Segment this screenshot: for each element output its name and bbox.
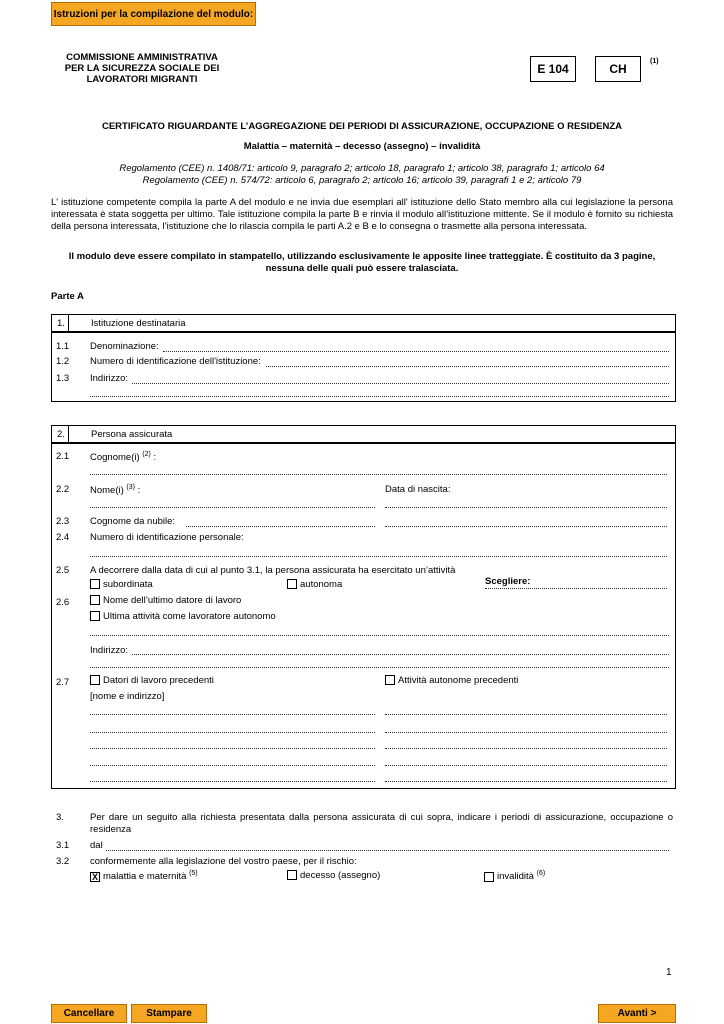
previous-employers-checkbox[interactable] [90,675,100,685]
item-number: 2.3 [56,516,70,527]
item-number: 2.2 [56,484,70,495]
option-label: invalidità [497,871,534,883]
option-label: subordinata [103,579,153,590]
footnote-sup: (5) [189,870,198,877]
self-employed-checkbox[interactable] [287,579,297,589]
personal-id-field[interactable] [90,556,667,557]
form-code: E 104 [537,62,569,76]
previous-employers-option[interactable] [90,675,214,686]
org-line: COMMISSIONE AMMINISTRATIVA [66,52,218,63]
footnote-sup: (2) [142,451,151,458]
section-2-header [51,425,676,443]
maiden-name-field[interactable] [186,526,375,527]
previous-left-field-1[interactable] [90,714,375,715]
previous-left-field-3[interactable] [90,748,375,749]
maiden-name-field-2[interactable] [385,526,667,527]
death-grant-option[interactable] [287,870,380,881]
from-label: dal [90,840,103,851]
item-number: 1.1 [56,341,70,352]
regulations [51,163,673,187]
address-label: Indirizzo: [90,373,129,384]
item-number: 2.6 [56,597,70,608]
section-number: 1. [57,318,65,329]
item-number: 3.1 [56,840,70,851]
section-label: Istituzione destinataria [91,318,186,329]
item-number: 2.5 [56,565,70,576]
section-1-header [51,314,676,332]
self-employed-option[interactable] [287,579,342,590]
sickness-maternity-checkbox[interactable]: X [91,871,98,882]
cancel-button[interactable]: Cancellare [51,1004,127,1023]
organization-name [52,52,232,85]
choose-field[interactable] [485,588,667,589]
section-number: 3. [56,812,64,823]
footnote-sup: (6) [536,870,546,877]
option-label: Nome dell’ultimo datore di lavoro [103,595,242,606]
footnote-sup: (3) [126,484,135,491]
regulation-line: Regolamento (CEE) n. 574/72: articolo 6, paragrafo 2; articolo 16; articolo 39, paragrafi 1 e 2; articolo 79 [142,175,582,186]
from-field[interactable] [106,850,669,851]
previous-self-employment-option[interactable] [385,675,518,686]
institution-id-field[interactable] [266,366,669,367]
org-line: LAVORATORI MIGRANTI [86,74,198,85]
section-number: 2. [57,429,65,440]
option-label: Attività autonome precedenti [398,675,519,686]
denomination-field[interactable] [163,351,669,352]
personal-id-label: Numero di identificazione personale: [90,532,244,543]
employer-address-label: Indirizzo: [90,645,129,656]
item-number: 2.4 [56,532,70,543]
previous-right-field-4[interactable] [385,765,667,766]
label-suffix: : [137,485,141,497]
option-label: malattia e maternità [103,871,187,883]
name-address-note: [nome e indirizzo] [90,691,165,702]
option-label: decesso (assegno) [300,870,381,881]
employer-address-field-1[interactable] [132,654,669,655]
last-self-employment-checkbox[interactable] [90,611,100,621]
employed-checkbox[interactable] [90,579,100,589]
previous-right-field-3[interactable] [385,748,667,749]
form-subtitle: Malattia – maternità – decesso (assegno) – invalidità [243,141,481,152]
intro-text: L' istituzione competente compila la parte A del modulo e ne invia due esemplari all' istituzione dello Stato membro alla cui legislazione la persona interessata è stata soggetta per ultimo. Tale istituzione compila la parte B e rinvia il modulo all’istituzione mittente. Se il modulo è fornito su richiesta della persona interessata, l’istituzione che lo rilascia compila le parti A.2 e B e lo consegna o trasmette alla persona interessata. [51,197,673,232]
form-title: CERTIFICATO RIGUARDANTE L’AGGREGAZIONE DEI PERIODI DI ASSICURAZIONE, OCCUPAZIONE O RESIDENZA [101,121,623,132]
surname-field[interactable] [90,474,667,475]
previous-left-field-2[interactable] [90,732,375,733]
denomination-label: Denominazione: [90,341,159,352]
item-number: 1.2 [56,356,70,367]
option-label: autonoma [300,579,343,590]
previous-left-field-4[interactable] [90,765,375,766]
previous-right-field-5[interactable] [385,781,667,782]
print-button[interactable]: Stampare [131,1004,207,1023]
country-code-box [595,56,641,82]
label-text: Nome(i) [90,485,124,497]
last-employer-option[interactable] [90,595,241,606]
page-number: 1 [666,967,672,978]
notice-text: Il modulo deve essere compilato in stampatello, utilizzando esclusivamente le apposite linee tratteggiate. È costituito da 3 pagine, nessuna delle quali può essere tralasciata. [68,251,656,274]
next-button[interactable]: Avanti > [598,1004,676,1023]
country-code: CH [609,62,627,76]
form-code-box [530,56,576,82]
previous-left-field-5[interactable] [90,781,375,782]
previous-right-field-2[interactable] [385,732,667,733]
previous-right-field-1[interactable] [385,714,667,715]
label-suffix: : [153,452,157,464]
item-number: 3.2 [56,856,70,867]
instructions-button[interactable]: Istruzioni per la compilazione del modulo: [51,2,256,26]
invalidity-checkbox[interactable] [484,872,494,882]
activity-label: A decorrere dalla data di cui al punto 3.1, la persona assicurata ha esercitato un’attività [90,565,456,576]
section-3-text: Per dare un seguito alla richiesta presentata dalla persona assicurata di cui sopra, indicare i periodi di assicurazione, occupazione o residenza [90,812,673,835]
birth-date-label: Data di nascita: [385,484,451,495]
org-line: PER LA SICUREZZA SOCIALE DEI [64,63,220,74]
first-name-field[interactable] [90,507,375,508]
surname-label [90,451,156,463]
option-label: Datori di lavoro precedenti [103,675,214,686]
item-number: 2.7 [56,677,70,688]
first-name-label [90,484,140,496]
item-number: 1.3 [56,373,70,384]
last-employer-checkbox[interactable] [90,595,100,605]
section-label: Persona assicurata [91,429,173,440]
footnote-ref: (1) [650,58,659,65]
address-field-2[interactable] [90,396,669,397]
part-a-heading: Parte A [51,291,84,302]
option-label: Ultima attività come lavoratore autonomo [103,611,276,622]
item-number: 2.1 [56,451,70,462]
employer-name-field[interactable] [90,635,669,636]
invalidity-option[interactable] [484,870,545,882]
employer-address-field-2[interactable] [90,667,669,668]
last-self-employment-option[interactable] [90,611,276,622]
maiden-name-label: Cognome da nubile: [90,516,176,527]
regulation-line: Regolamento (CEE) n. 1408/71: articolo 9, paragrafo 2; articolo 18, paragrafo 1; articolo 38, paragrafo 1; articolo 64 [119,163,605,174]
institution-id-label: Numero di identificazione dell'istituzione: [90,356,261,367]
previous-self-employment-checkbox[interactable] [385,675,395,685]
label-text: Cognome(i) [90,452,140,464]
sickness-maternity-option[interactable] [90,870,198,882]
employed-option[interactable] [90,579,153,590]
risk-label: conformemente alla legislazione del vostro paese, per il rischio: [90,856,357,867]
birth-date-field[interactable] [385,507,667,508]
address-field-1[interactable] [132,383,669,384]
death-grant-checkbox[interactable] [287,870,297,880]
choose-label: Scegliere: [485,576,531,587]
